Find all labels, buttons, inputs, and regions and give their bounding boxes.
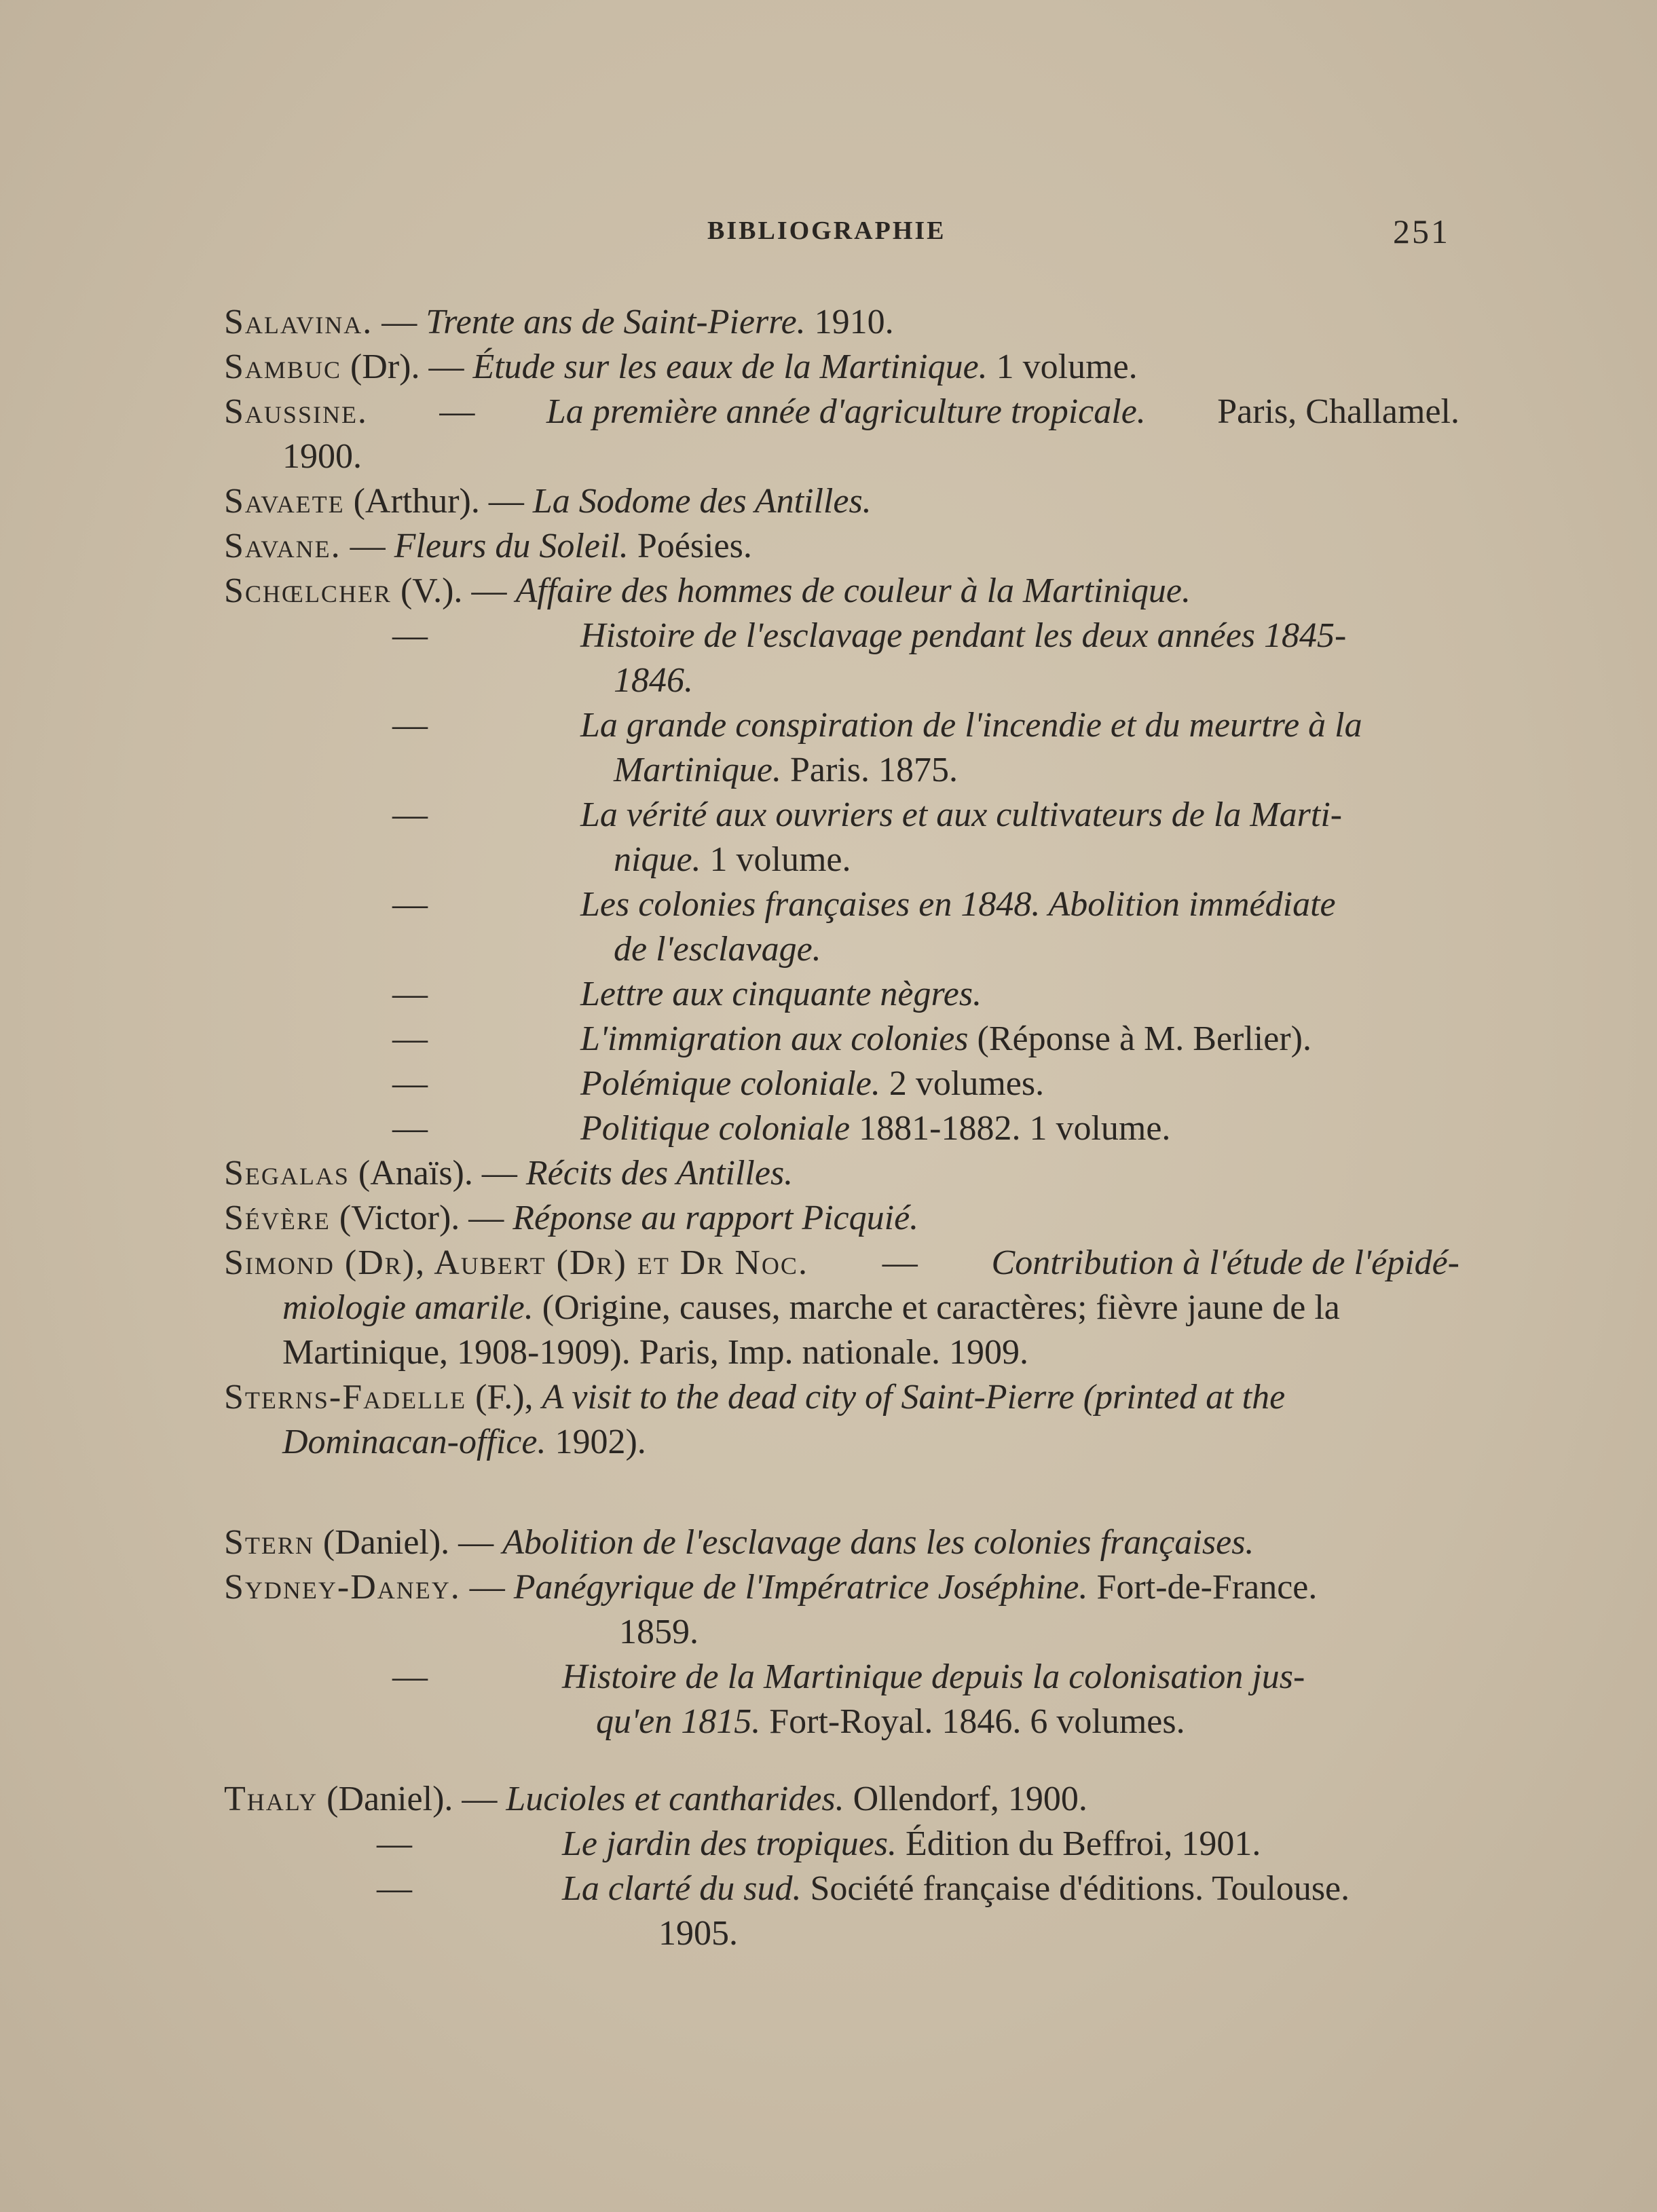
entry-simond-cont-2: Martinique, 1908-1909). Paris, Imp. nationale. 1909. [282, 1333, 1029, 1372]
entry-schoelcher: Schœlcher (V.). — Affaire des hommes de couleur à la Martinique. [224, 571, 1191, 610]
schoelcher-title-8: Polémique coloniale. 2 volumes. [580, 1064, 1045, 1103]
entry-simond: Simond (Dr), Aubert (Dr) et Dr Noc. — Contribution à l'étude de l'épidé- [224, 1243, 1459, 1282]
entry-stern: Stern (Daniel). — Abolition de l'esclavage dans les colonies françaises. [224, 1523, 1254, 1562]
schoelcher-title-4b: nique. 1 volume. [614, 840, 851, 879]
schoelcher-title-2b: 1846. [614, 661, 693, 700]
schoelcher-title-5: Les colonies françaises en 1848. Abolition immédiate [580, 885, 1336, 924]
entry-sydney-daney: Sydney-Daney. — Panégyrique de l'Impératrice Joséphine. Fort-de-France. [224, 1568, 1318, 1607]
entry-sambuc: Sambuc (Dr). — Étude sur les eaux de la Martinique. 1 volume. [224, 348, 1138, 386]
entry-savane: Savane. — Fleurs du Soleil. Poésies. [224, 527, 752, 565]
thaly-title-2: Le jardin des tropiques. Édition du Beffroi, 1901. [562, 1824, 1261, 1863]
schoelcher-title-6: Lettre aux cinquante nègres. [580, 975, 982, 1013]
entry-simond-cont: miologie amarile. (Origine, causes, marche et caractères; fièvre jaune de la [282, 1288, 1340, 1327]
schoelcher-title-4: La vérité aux ouvriers et aux cultivateurs de la Marti- [580, 795, 1343, 834]
ditto-dash: — [392, 1657, 428, 1696]
entry-savaete: Savaete (Arthur). — La Sodome des Antilles. [224, 482, 872, 521]
schoelcher-title-3b: Martinique. Paris. 1875. [614, 751, 958, 789]
entry-sterns-fadelle-cont: Dominacan-office. 1902). [282, 1423, 646, 1461]
ditto-dash: — [392, 1109, 428, 1148]
thaly-title-3: La clarté du sud. Société française d'éditions. Toulouse. [562, 1869, 1350, 1908]
ditto-dash: — [392, 706, 428, 745]
schoelcher-title-3: La grande conspiration de l'incendie et du meurtre à la [580, 706, 1362, 745]
ditto-dash: — [392, 795, 428, 834]
running-title: BIBLIOGRAPHIE [707, 217, 946, 245]
entry-severe: Sévère (Victor). — Réponse au rapport Picquié. [224, 1199, 919, 1237]
ditto-dash: — [392, 1064, 428, 1103]
schoelcher-title-5b: de l'esclavage. [614, 930, 821, 969]
page-number: 251 [1393, 212, 1450, 250]
ditto-dash: — [392, 885, 428, 924]
schoelcher-title-7: L'immigration aux colonies (Réponse à M. Berlier). [580, 1019, 1311, 1058]
ditto-dash: — [392, 1019, 428, 1058]
sydney-daney-title-2b: qu'en 1815. Fort-Royal. 1846. 6 volumes. [596, 1702, 1185, 1741]
schoelcher-title-2: Histoire de l'esclavage pendant les deux années 1845- [580, 616, 1347, 655]
entry-sterns-fadelle: Sterns-Fadelle (F.), A visit to the dead city of Saint-Pierre (printed at the [224, 1378, 1286, 1417]
entry-thaly: Thaly (Daniel). — Lucioles et cantharides. Ollendorf, 1900. [224, 1780, 1087, 1818]
ditto-dash: — [392, 975, 428, 1013]
ditto-dash: — [377, 1869, 412, 1908]
entry-sydney-daney-cont: 1859. [619, 1613, 699, 1651]
entry-saussine-cont: 1900. [282, 437, 362, 476]
ditto-dash: — [392, 616, 428, 655]
thaly-title-3-cont: 1905. [658, 1914, 738, 1953]
entry-saussine: Saussine. — La première année d'agriculture tropicale. Paris, Challamel. [224, 392, 1459, 431]
entry-salavina: Salavina. — Trente ans de Saint-Pierre. 1910. [224, 303, 894, 341]
running-header [0, 212, 1657, 250]
schoelcher-title-9: Politique coloniale 1881-1882. 1 volume. [580, 1109, 1171, 1148]
entry-segalas: Segalas (Anaïs). — Récits des Antilles. [224, 1154, 794, 1193]
ditto-dash: — [377, 1824, 412, 1863]
sydney-daney-title-2: Histoire de la Martinique depuis la colonisation jus- [562, 1657, 1305, 1696]
